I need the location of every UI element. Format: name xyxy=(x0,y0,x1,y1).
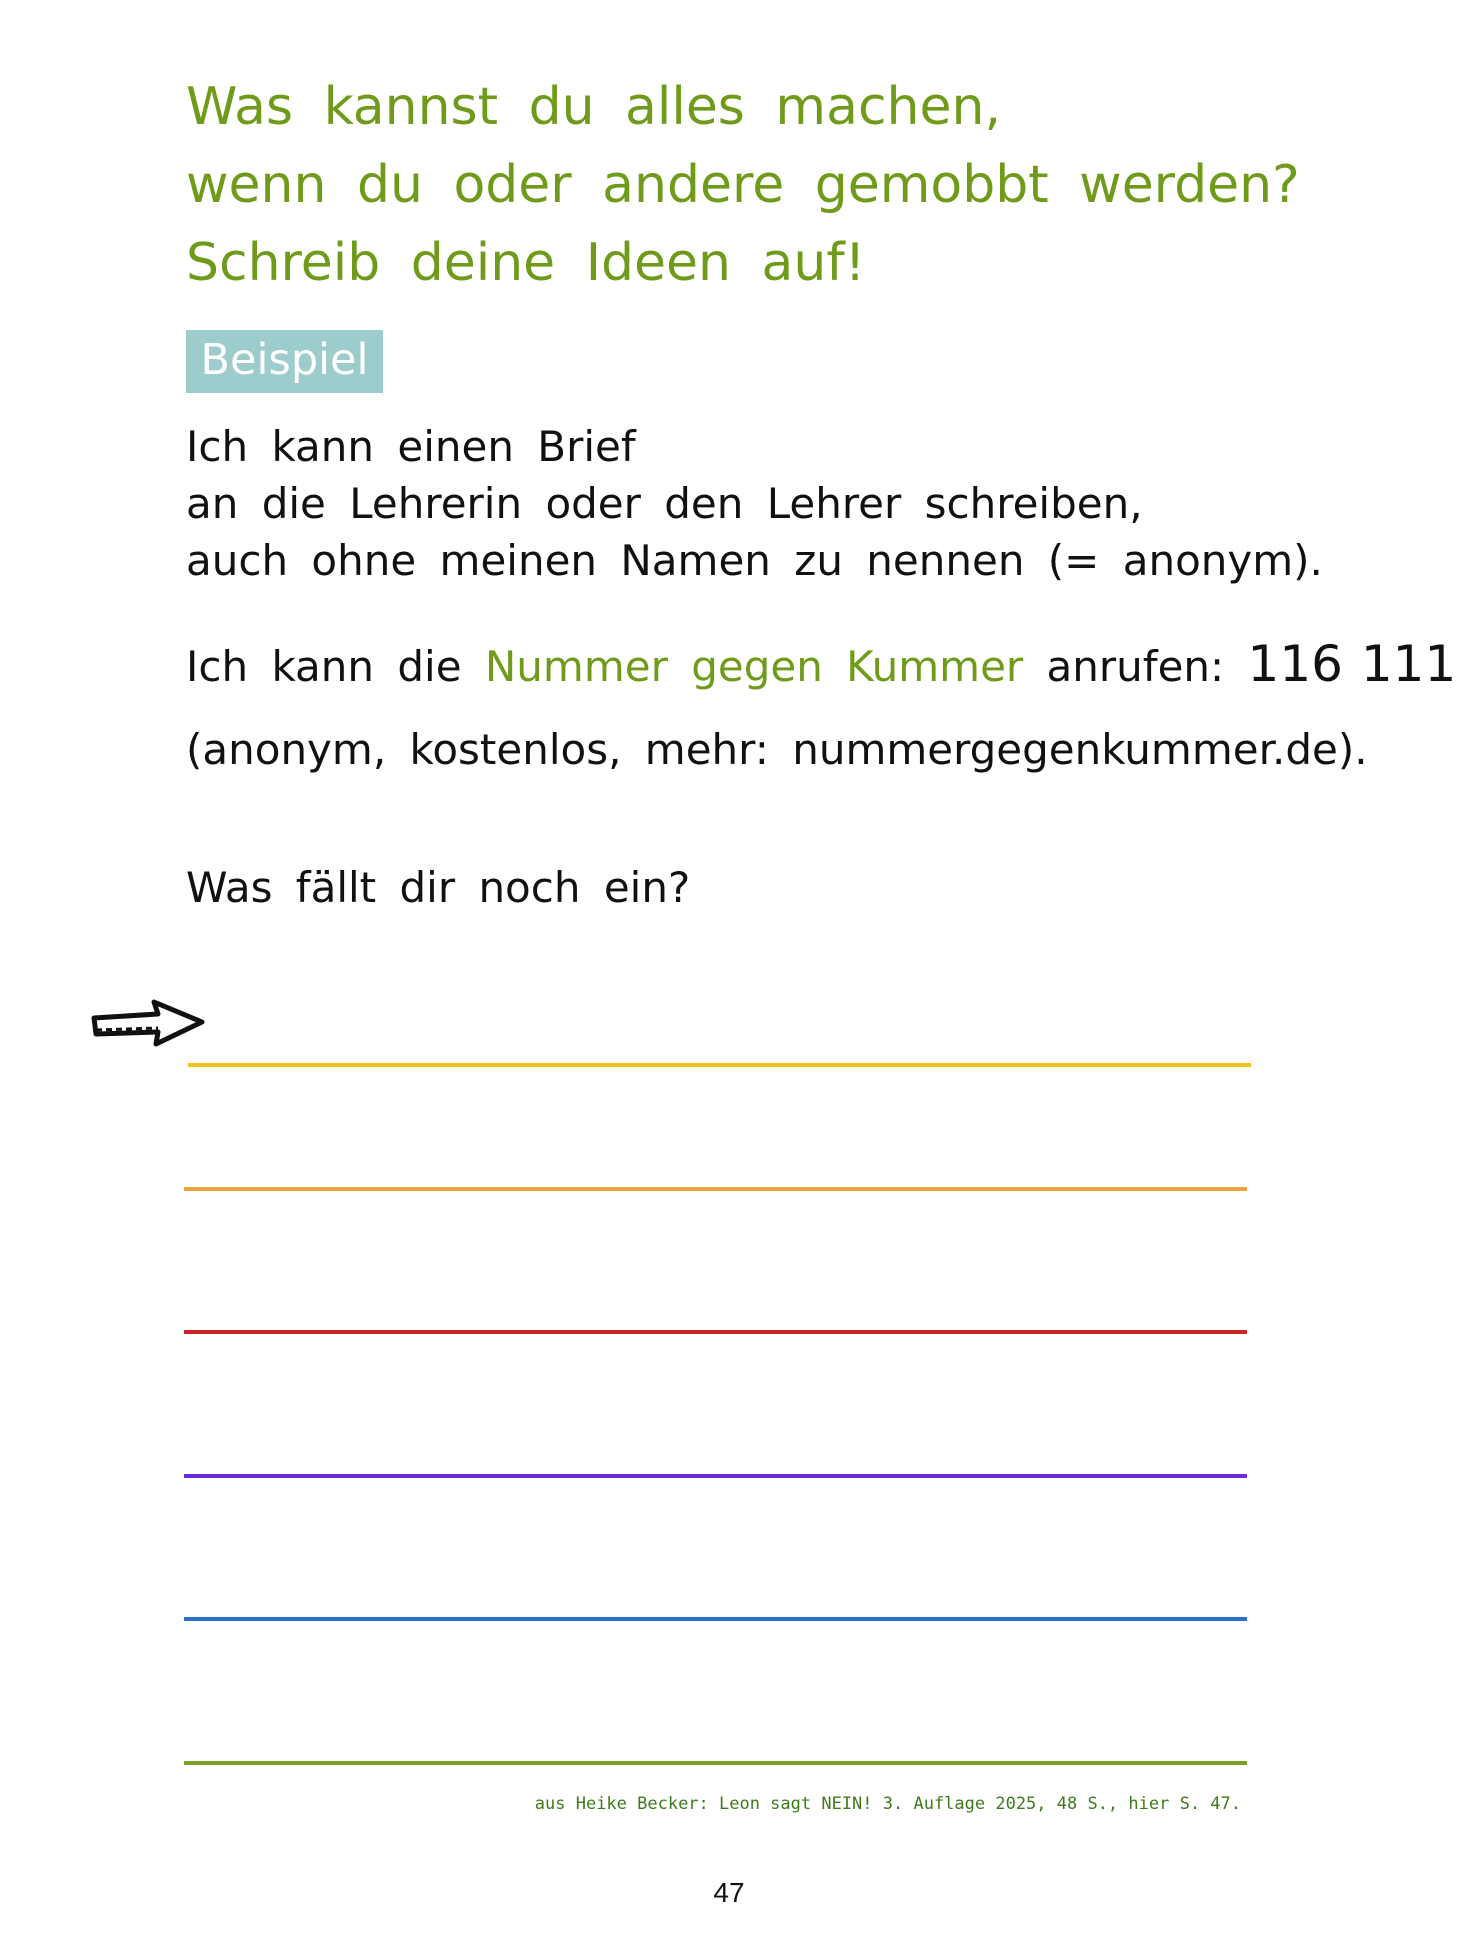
writing-line-5[interactable] xyxy=(184,1617,1247,1621)
writing-line-2[interactable] xyxy=(184,1187,1247,1191)
paragraph-line-1: Ich kann einen Brief xyxy=(186,422,636,471)
example-badge: Beispiel xyxy=(186,330,383,393)
worksheet-heading xyxy=(186,68,1300,302)
hotline-phone-number: 116 111 xyxy=(1247,635,1457,693)
pointing-arrow-icon xyxy=(88,1000,208,1056)
prompt-question: Was fällt dir noch ein? xyxy=(186,863,691,912)
hotline-name: Nummer gegen Kummer xyxy=(484,642,1024,691)
paragraph-line-3: auch ohne meinen Namen zu nennen (= anonym). xyxy=(186,536,1323,585)
example-paragraph-letter xyxy=(186,418,1323,589)
page-number: 47 xyxy=(713,1877,745,1908)
heading-line-1: Was kannst du alles machen, xyxy=(186,77,1001,137)
paragraph-line-2: an die Lehrerin oder den Lehrer schreiben, xyxy=(186,479,1143,528)
heading-line-2: wenn du oder andere gemobbt werden? xyxy=(186,155,1300,215)
writing-line-1[interactable] xyxy=(188,1063,1251,1067)
hotline-details: (anonym, kostenlos, mehr: nummergegenkummer.de). xyxy=(186,725,1368,774)
example-paragraph-hotline xyxy=(186,634,1456,697)
writing-line-3[interactable] xyxy=(184,1330,1247,1334)
heading-line-3: Schreib deine Ideen auf! xyxy=(186,233,866,293)
source-citation: aus Heike Becker: Leon sagt NEIN! 3. Auflage 2025, 48 S., hier S. 47. xyxy=(534,1794,1241,1814)
hotline-prefix: Ich kann die xyxy=(186,642,485,691)
writing-line-6[interactable] xyxy=(184,1761,1247,1765)
writing-line-4[interactable] xyxy=(184,1474,1247,1478)
hotline-suffix: anrufen: xyxy=(1023,642,1248,691)
